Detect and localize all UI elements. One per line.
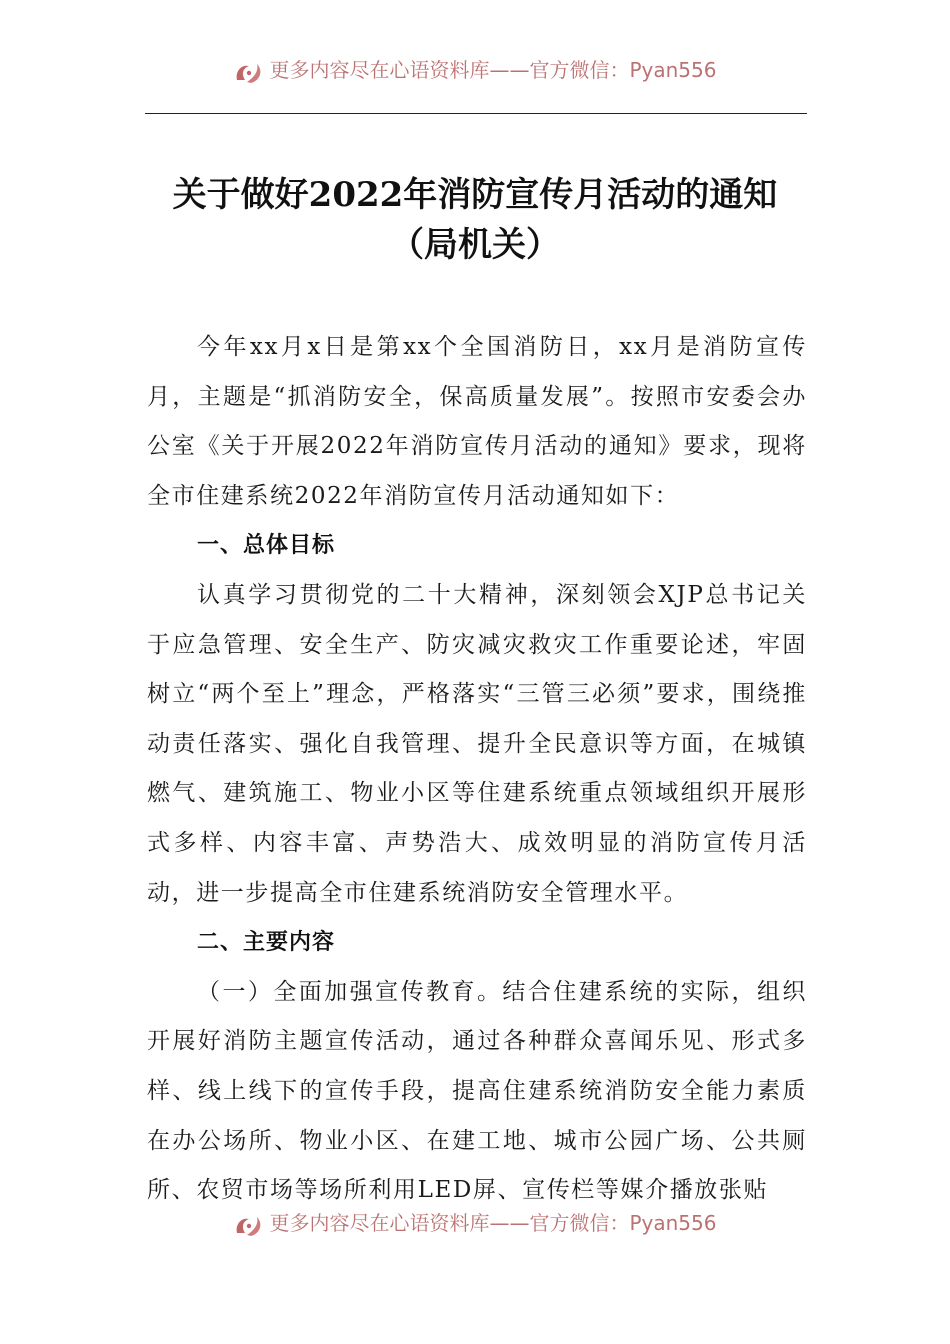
document-subtitle: （局机关） bbox=[390, 225, 560, 265]
section-heading: 一、总体目标 bbox=[197, 533, 336, 559]
header-banner bbox=[0, 55, 950, 85]
section-paragraph: （一）全面加强宣传教育。结合住建系统的实际，组织开展好消防主题宣传活动，通过各种群众喜闻乐见、形式多样、线上线下的宣传手段，提高住建系统消防安全能力素质在办公场所、物业小区、在建工地、城市公园广场、公共厕所、农贸市场等场所利用LED屏、宣传栏等媒介播放张贴 bbox=[147, 978, 807, 1204]
document-title: 关于做好2022年消防宣传月活动的通知 bbox=[172, 175, 778, 215]
footer-banner bbox=[0, 1208, 950, 1238]
document-body bbox=[147, 323, 807, 1216]
header-banner-text: 更多内容尽在心语资料库——官方微信：Pyan556 bbox=[269, 58, 717, 82]
footer-banner-text: 更多内容尽在心语资料库——官方微信：Pyan556 bbox=[269, 1211, 717, 1235]
logo-icon bbox=[233, 1213, 265, 1237]
section-paragraph: 认真学习贯彻党的二十大精神，深刻领会XJP总书记关于应急管理、安全生产、防灾减灾救灾工作重要论述，牢固树立“两个至上”理念，严格落实“三管三必须”要求，围绕推动责任落实、强化自我管理、提升全民意识等方面，在城镇燃气、建筑施工、物业小区等住建系统重点领域组织开展形式多样、内容丰富、声势浩大、成效明显的消防宣传月活动，进一步提高全市住建系统消防安全管理水平。 bbox=[147, 581, 807, 906]
header-divider bbox=[145, 113, 807, 114]
logo-icon bbox=[233, 60, 265, 84]
intro-paragraph: 今年xx月x日是第xx个全国消防日，xx月是消防宣传月，主题是“抓消防安全，保高质量发展”。按照市安委会办公室《关于开展2022年消防宣传月活动的通知》要求，现将全市住建系统2022年消防宣传月活动通知如下： bbox=[147, 334, 807, 509]
section-heading: 二、主要内容 bbox=[197, 930, 336, 956]
